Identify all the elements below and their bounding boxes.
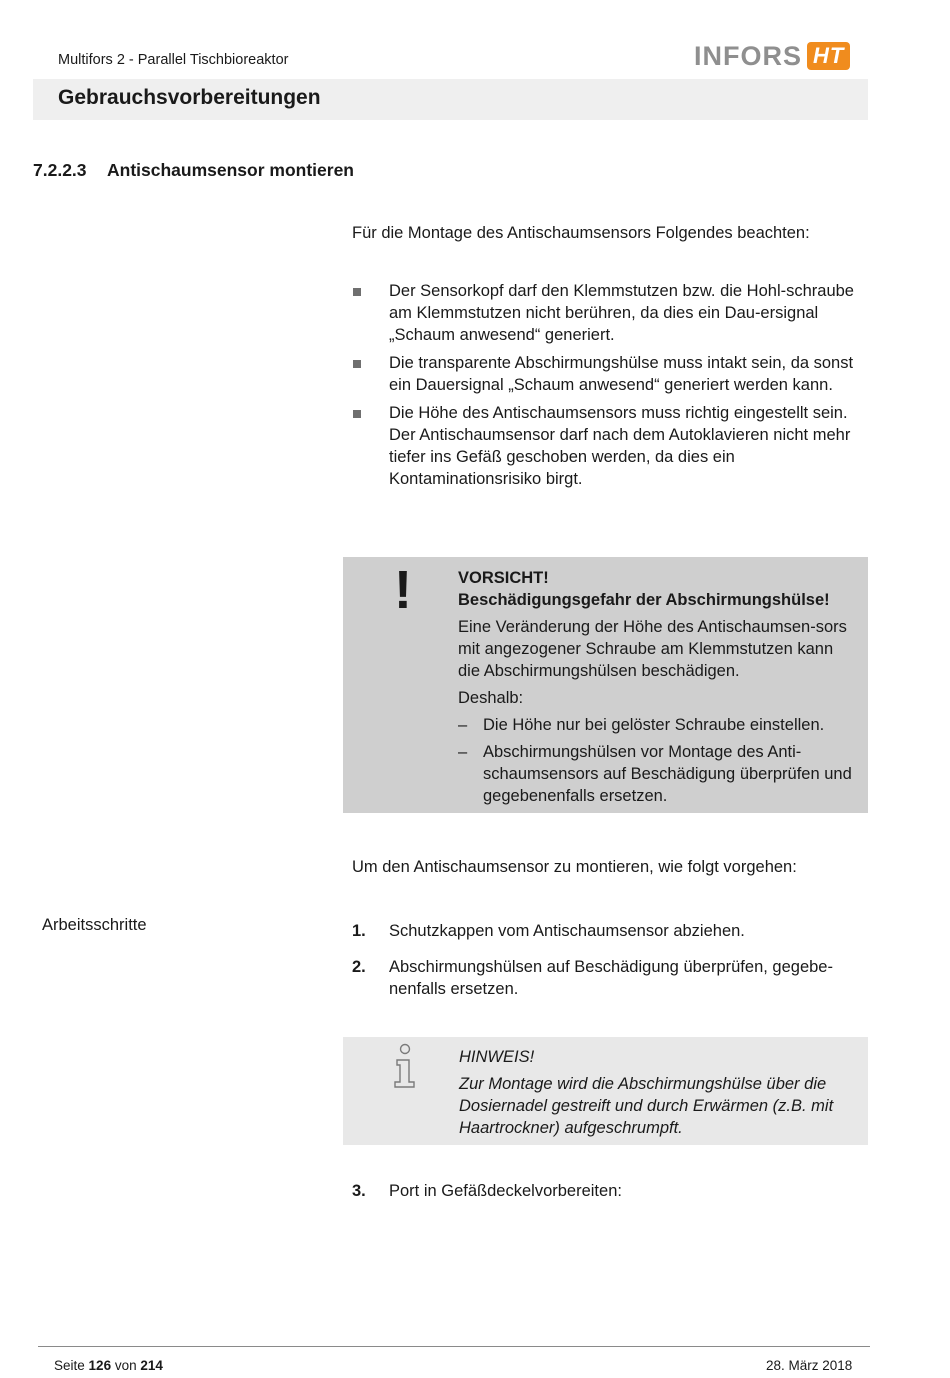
note-content — [459, 1046, 859, 1139]
list-item — [458, 714, 858, 736]
page-mid: von — [114, 1358, 137, 1373]
step-text: Port in Gefäßdeckelvorbereiten: — [389, 1182, 622, 1200]
page-prefix: Seite — [54, 1358, 85, 1373]
document-title: Multifors 2 - Parallel Tischbioreaktor — [58, 52, 289, 68]
caution-therefore: Deshalb: — [458, 689, 524, 707]
note-body: Zur Montage wird die Abschirmungshülse über die Dosiernadel gestreift und durch Erwärmen (z.B. mit Haartrockner) aufgeschrumpft. — [459, 1075, 834, 1137]
list-item-text: Die transparente Abschirmungshülse muss intakt sein, da sonst ein Dauersignal „Schaum anwesend“ generiert werden kann. — [389, 354, 854, 394]
list-item-text: Die Höhe des Antischaumsensors muss richtig eingestellt sein. Der Antischaumsensor darf nach dem Autoklavieren nicht mehr tiefer ins Gefäß geschoben werden, da dies ein Kontaminationsrisiko birgt. — [389, 404, 851, 488]
step-item — [352, 920, 862, 942]
square-bullet-icon — [353, 410, 361, 418]
caution-body: Eine Veränderung der Höhe des Antischaumsen-sors mit angezogener Schraube am Klemmstutzen kann die Abschirmungshülsen beschädigen. — [458, 618, 847, 680]
step-item — [352, 1180, 862, 1202]
step-number: 3. — [352, 1182, 366, 1200]
step-number: 1. — [352, 922, 366, 940]
dash-bullet: – — [458, 716, 468, 734]
step-text: Abschirmungshülsen auf Beschädigung überprüfen, gegebe-nenfalls ersetzen. — [389, 958, 833, 998]
list-item-text: Der Sensorkopf darf den Klemmstutzen bzw. die Hohl-schraube am Klemmstutzen nicht berühren, da dies ein Dau-ersignal „Schaum anwesend“ generiert. — [389, 282, 854, 344]
footer-date: 28. März 2018 — [766, 1358, 853, 1373]
logo-badge: HT — [807, 42, 850, 70]
chapter-title: Gebrauchsvorbereitungen — [58, 86, 321, 109]
footer-divider — [38, 1346, 870, 1347]
section-title: Antischaumsensor montieren — [107, 160, 354, 180]
page-total: 214 — [140, 1358, 163, 1373]
caution-headline: Beschädigungsgefahr der Abschirmungshülse! — [458, 591, 830, 609]
company-logo — [694, 40, 850, 72]
requirements-list — [352, 280, 862, 496]
section-number: 7.2.2.3 — [33, 160, 87, 180]
logo-text: INFORS — [694, 40, 803, 71]
list-item — [352, 402, 862, 490]
caution-measures-list — [458, 714, 858, 807]
side-label: Arbeitsschritte — [42, 916, 147, 934]
list-item-text: Die Höhe nur bei gelöster Schraube einstellen. — [483, 716, 825, 734]
intro-paragraph: Für die Montage des Antischaumsensors Folgendes beachten: — [352, 224, 810, 242]
exclamation-icon: ! — [394, 560, 412, 620]
list-item — [458, 741, 858, 807]
list-item-text: Abschirmungshülsen vor Montage des Anti-schaumsensors auf Beschädigung überprüfen und gegebenenfalls ersetzen. — [483, 743, 852, 805]
caution-signal-word: VORSICHT! — [458, 569, 549, 587]
square-bullet-icon — [353, 288, 361, 296]
caution-content — [458, 567, 858, 812]
step-number: 2. — [352, 958, 366, 976]
step-text: Schutzkappen vom Antischaumsensor abziehen. — [389, 922, 745, 940]
list-item — [352, 280, 862, 346]
info-icon — [390, 1043, 420, 1094]
list-item — [352, 352, 862, 396]
steps-intro-paragraph: Um den Antischaumsensor zu montieren, wie folgt vorgehen: — [352, 858, 797, 876]
square-bullet-icon — [353, 360, 361, 368]
page-number — [54, 1358, 163, 1373]
page-current: 126 — [88, 1358, 112, 1373]
step-item — [352, 956, 862, 1000]
note-title: HINWEIS! — [459, 1048, 535, 1066]
dash-bullet: – — [458, 743, 468, 761]
